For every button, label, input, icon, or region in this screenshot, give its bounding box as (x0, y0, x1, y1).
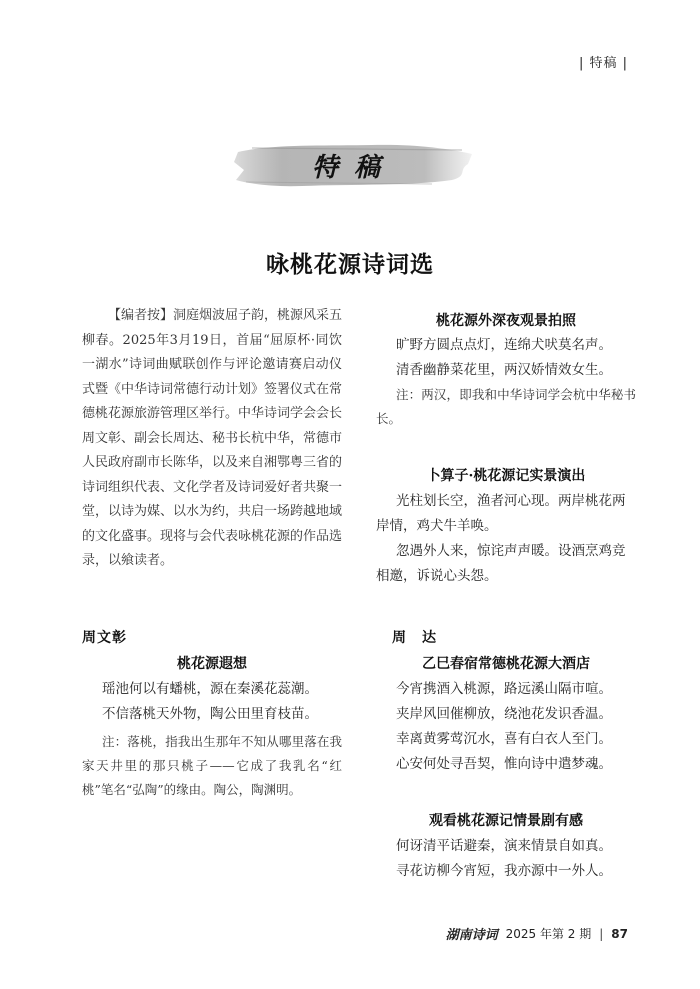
poem-body-yisi-spring (376, 677, 636, 777)
banner-title: 特稿 (311, 152, 396, 183)
verse-line: 寻花访柳今宵短，我亦源中一外人。 (396, 863, 612, 879)
poem-body-busuanzi (376, 489, 636, 589)
verse-line: 今宵携酒入桃源，路远溪山隔市喧。 (396, 681, 612, 697)
verse-line: 忽遇外人来，惊诧声声暖。设酒烹鸡竞相邀，诉说心头怨。 (376, 543, 626, 584)
poem-title-busuanzi: 卜算子·桃花源记实景演出 (426, 468, 586, 484)
verse-line: 光柱划长空，渔者河心现。两岸桃花两岸情，鸡犬牛羊唤。 (376, 493, 626, 534)
verse-line: 旷野方圆点点灯，连绵犬吠莫名声。 (396, 337, 612, 353)
verse-line: 不信落桃天外物，陶公田里育枝苗。 (102, 706, 318, 722)
page-number: 87 (611, 926, 628, 941)
poem-body-taohuayuan-xiaxiang (82, 677, 342, 727)
editor-note: 【编者按】洞庭烟波屈子韵，桃源风采五柳春。2025年3月19日，首届“屈原杯·同饮一湖水”诗词曲赋联创作与评论邀请赛启动仪式暨《中华诗词常德行动计划》签署仪式在常德桃花源旅游管理区举行。中华诗词学会会长周文彰、副会长周达、秘书长杭中华，常德市人民政府副市长陈华，以及来自湘鄂粤三省的诗词组织代表、文化学者及诗词爱好者共聚一堂，以诗为媒、以水为约，共启一场跨越地域的文化盛事。现将与会代表咏桃花源的作品选录，以飨读者。 (82, 308, 343, 568)
verse-line: 幸离黄雾莺沉水，喜有白衣人至门。 (396, 731, 612, 747)
poem-body-qingjingju (376, 834, 636, 884)
page-footer (446, 924, 628, 943)
section-tag: | 特稿 | (578, 56, 628, 71)
poem-note: 注：落桃，指我出生那年不知从哪里落在我家天井里的那只桃子——它成了我乳名“红桃”笔名“弘陶”的缘由。陶公，陶渊明。 (82, 734, 342, 797)
issue-label: 2025 年第 2 期 (505, 927, 592, 941)
verse-line: 清香幽静菜花里，两汉娇情效女生。 (396, 362, 612, 378)
footer-separator: | (599, 926, 604, 941)
page-title: 咏桃花源诗词选 (266, 252, 434, 278)
author-zhou-wenzhang: 周文彰 (82, 630, 127, 646)
verse-line: 夹岸风回催柳放，绕池花发识香温。 (396, 706, 612, 722)
poem-title-qingjingju: 观看桃花源记情景剧有感 (429, 813, 583, 829)
verse-line: 何讶清平话避秦，演来情景自如真。 (396, 838, 612, 854)
poem-title-yisi-spring: 乙巳春宿常德桃花源大酒店 (422, 656, 590, 672)
poem-note: 注：两汉，即我和中华诗词学会杭中华秘书长。 (376, 387, 636, 426)
verse-line: 瑶池何以有蟠桃，源在秦溪花蕊潮。 (102, 681, 318, 697)
poem-title-taohuayuan-xiaxiang: 桃花源遐想 (177, 656, 247, 672)
author-zhou-da: 周 达 (392, 630, 437, 646)
poem-body-night-photo (376, 333, 636, 383)
poem-title-night-photo: 桃花源外深夜观景拍照 (436, 313, 576, 329)
magazine-name: 湖南诗词 (445, 928, 498, 943)
verse-line: 心安何处寻吾契，惟向诗中遣梦魂。 (396, 756, 612, 772)
